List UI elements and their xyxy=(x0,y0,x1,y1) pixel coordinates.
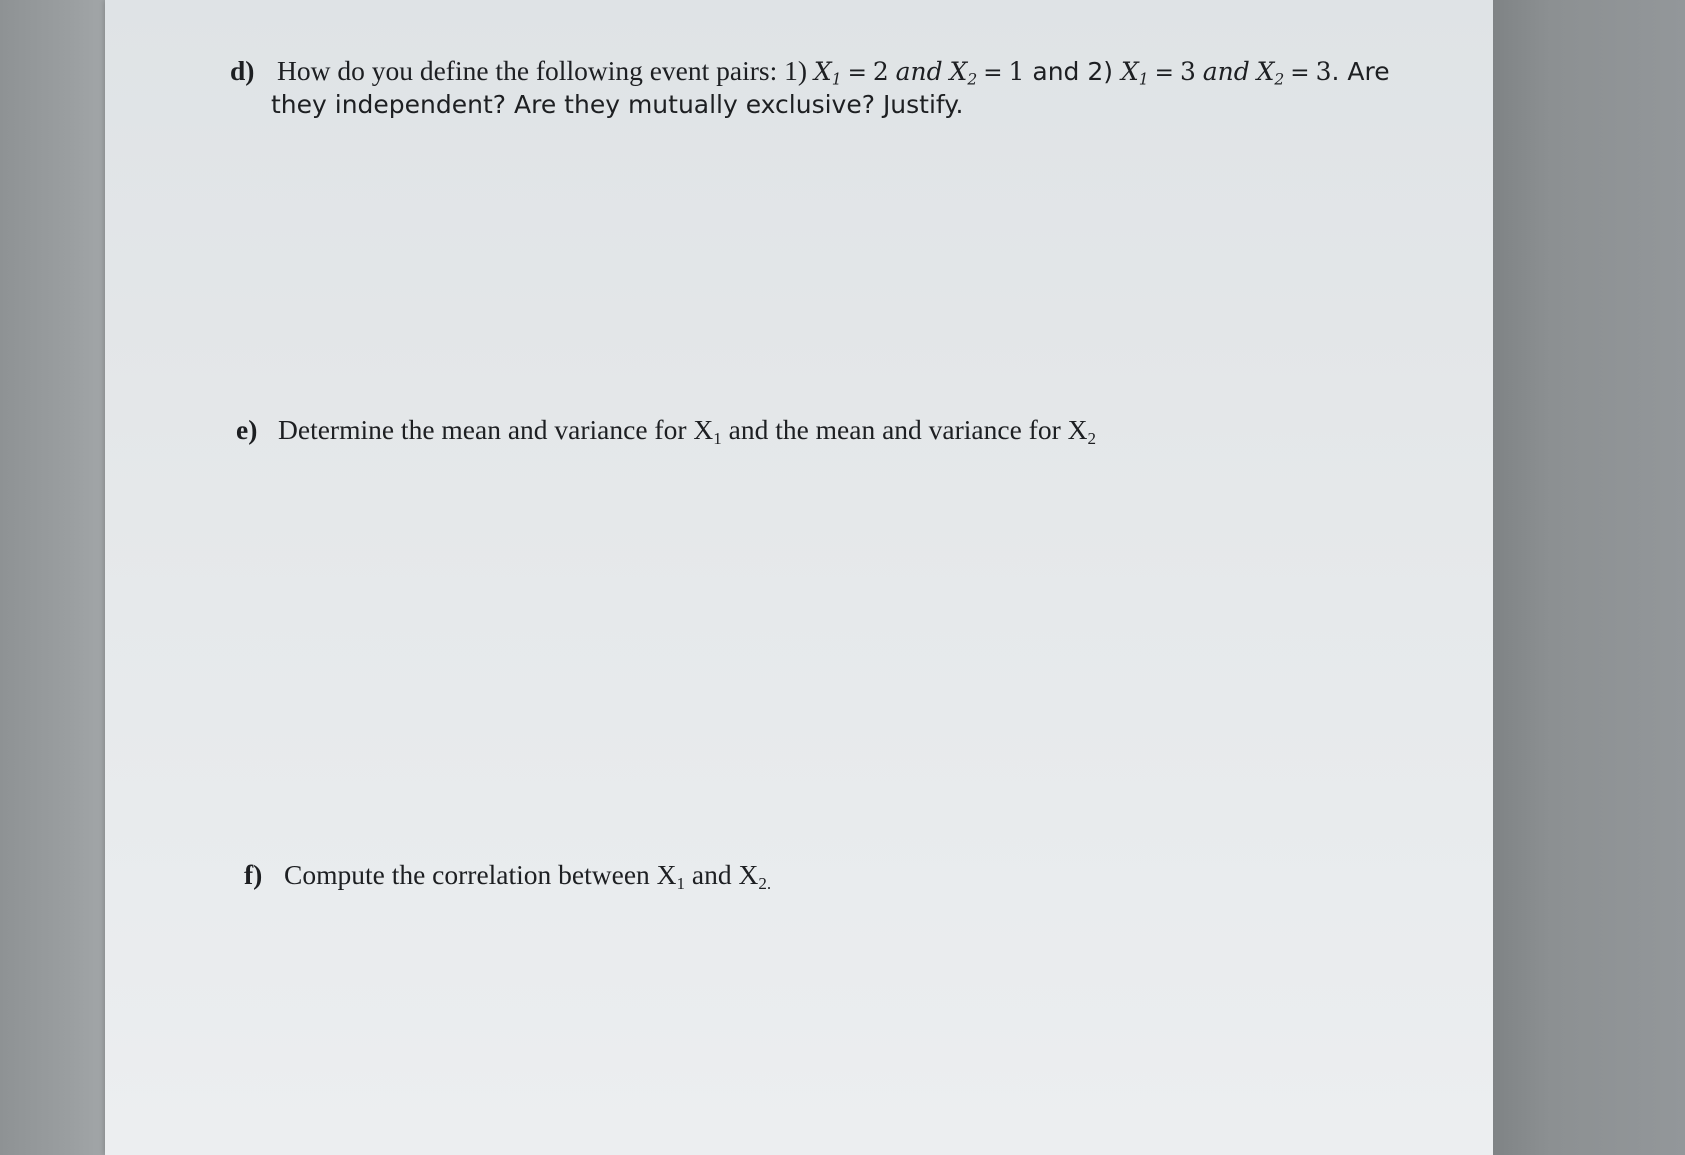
question-label: d) xyxy=(230,55,255,86)
text-segment: . Are xyxy=(1331,57,1390,86)
math-variable: $X_1$ xyxy=(813,57,842,89)
math-variable: $X_2$ xyxy=(949,57,978,89)
equals-sign: = xyxy=(847,60,867,86)
equals-sign: = xyxy=(983,60,1003,86)
background-edge xyxy=(1493,0,1685,1155)
math-text: and xyxy=(1202,57,1250,86)
subscript: 1 xyxy=(676,874,686,894)
question-text xyxy=(284,858,771,892)
text-segment: How do you define the following event pairs: 1) xyxy=(277,55,814,86)
question-label: e) xyxy=(236,414,258,445)
math-value: 2 xyxy=(872,57,889,86)
question-text-line2: they independent? Are they mutually exclusive? Justify. xyxy=(271,90,964,119)
text-segment: and the mean and variance for X xyxy=(721,414,1088,445)
math-variable: $X_1$ xyxy=(1120,57,1149,89)
math-text: and xyxy=(895,57,943,86)
text-segment: Determine the mean and variance for X xyxy=(278,414,714,445)
equals-sign: = xyxy=(1290,60,1310,86)
math-variable: $X_2$ xyxy=(1256,57,1285,89)
text-segment: and X xyxy=(685,859,759,890)
text-segment: and 2) xyxy=(1024,57,1121,86)
subscript: 1 xyxy=(713,429,722,449)
question-label: f) xyxy=(244,859,263,890)
math-value: 1 xyxy=(1008,57,1025,86)
subscript: 2 xyxy=(1087,429,1096,449)
worksheet-page xyxy=(105,0,1493,1155)
equals-sign: = xyxy=(1154,60,1174,86)
question-text xyxy=(278,413,1096,447)
question-text-line1 xyxy=(277,54,1390,90)
text-segment: Compute the correlation between X xyxy=(284,859,677,890)
math-value: 3 xyxy=(1315,57,1332,86)
subscript: 2. xyxy=(758,874,772,894)
math-value: 3 xyxy=(1179,57,1196,86)
